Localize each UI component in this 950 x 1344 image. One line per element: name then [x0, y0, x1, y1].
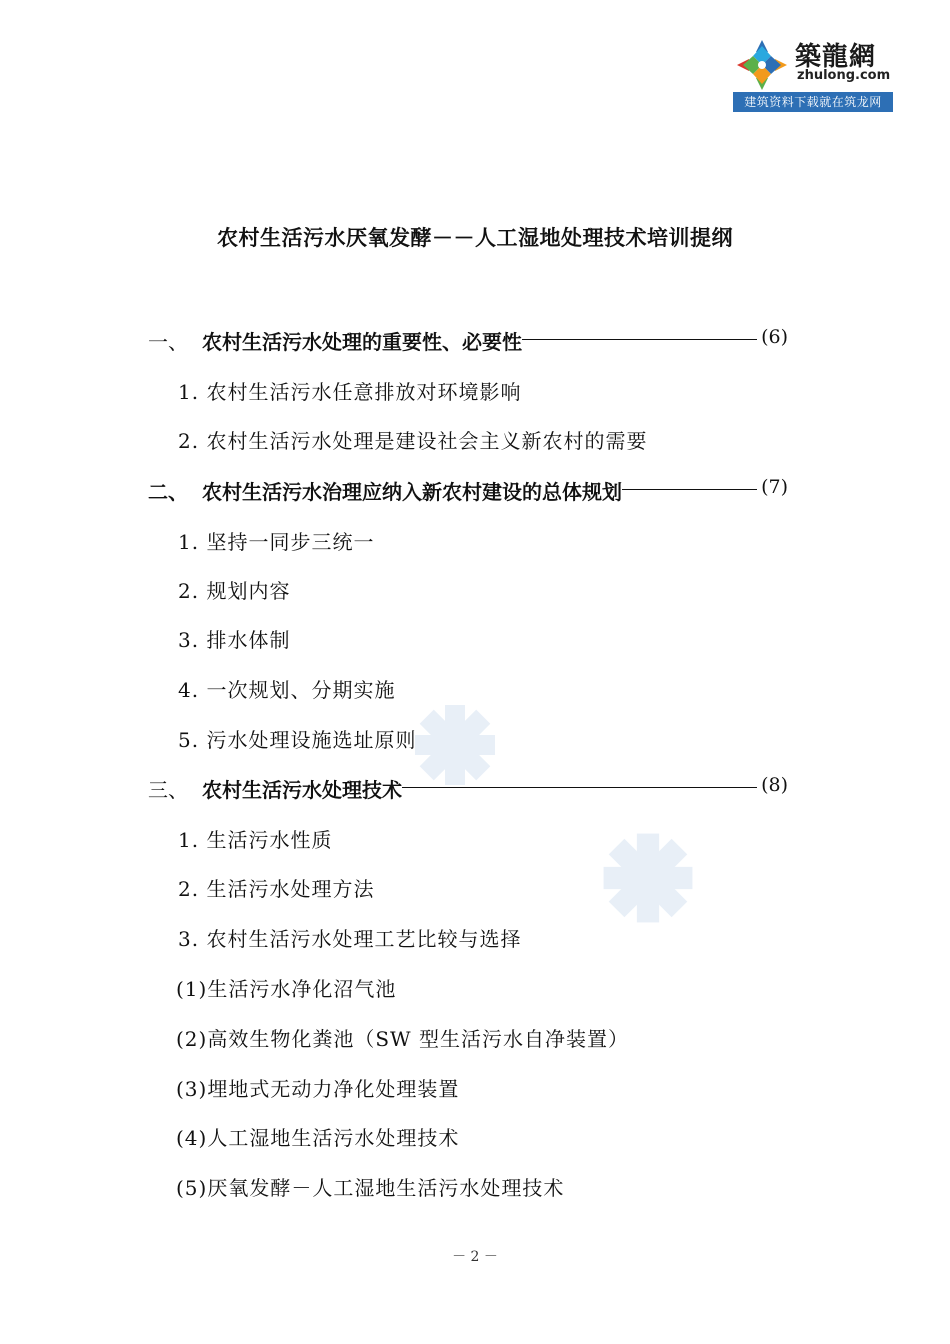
logo-name: 築龍網: [795, 42, 877, 72]
list-item: 2. 生活污水处理方法: [178, 877, 375, 901]
sub-item: (1)生活污水净化沼气池: [176, 977, 397, 1001]
page-number: － 2 －: [452, 1249, 498, 1265]
zhulong-logo: [733, 34, 893, 112]
section-1-heading: [148, 326, 788, 356]
list-item: 1. 坚持一同步三统一: [178, 530, 375, 554]
section-number: 二、: [148, 480, 188, 504]
list-item: 4. 一次规划、分期实施: [178, 678, 396, 702]
section-title: 农村生活污水处理的重要性、必要性: [202, 330, 522, 354]
list-item: 3. 农村生活污水处理工艺比较与选择: [178, 927, 522, 951]
pinwheel-logo-icon: [735, 38, 789, 92]
list-item: 5. 污水处理设施选址原则: [178, 728, 417, 752]
section-3-heading: [148, 774, 788, 804]
list-item: 3. 排水体制: [178, 628, 291, 652]
logo-top: [733, 34, 893, 90]
section-number: 一、: [148, 330, 188, 354]
section-page: (8): [761, 774, 788, 796]
list-item: 2. 农村生活污水处理是建设社会主义新农村的需要: [178, 429, 648, 453]
section-page: (6): [761, 326, 788, 348]
section-title: 农村生活污水处理技术: [202, 778, 402, 802]
leader-line: [522, 339, 757, 340]
section-page: (7): [761, 476, 788, 498]
logo-domain: zhulong.com: [797, 68, 891, 83]
sub-item: (3)埋地式无动力净化处理装置: [176, 1077, 460, 1101]
logo-tagline: 建筑资料下载就在筑龙网: [733, 92, 893, 112]
section-number: 三、: [148, 778, 188, 802]
list-item: 1. 农村生活污水任意排放对环境影响: [178, 380, 522, 404]
leader-line: [622, 489, 757, 490]
section-title: 农村生活污水治理应纳入新农村建设的总体规划: [202, 480, 622, 504]
leader-line: [402, 787, 757, 788]
sub-item: (5)厌氧发酵－人工湿地生活污水处理技术: [176, 1176, 565, 1200]
section-2-heading: [148, 476, 788, 506]
list-item: 1. 生活污水性质: [178, 828, 333, 852]
sub-item: (2)高效生物化粪池（SW 型生活污水自净装置）: [176, 1027, 629, 1051]
watermark-logo-icon: [598, 828, 698, 928]
document-title: 农村生活污水厌氧发酵－－人工湿地处理技术培训提纲: [217, 226, 733, 250]
sub-item: (4)人工湿地生活污水处理技术: [176, 1126, 460, 1150]
list-item: 2. 规划内容: [178, 579, 291, 603]
